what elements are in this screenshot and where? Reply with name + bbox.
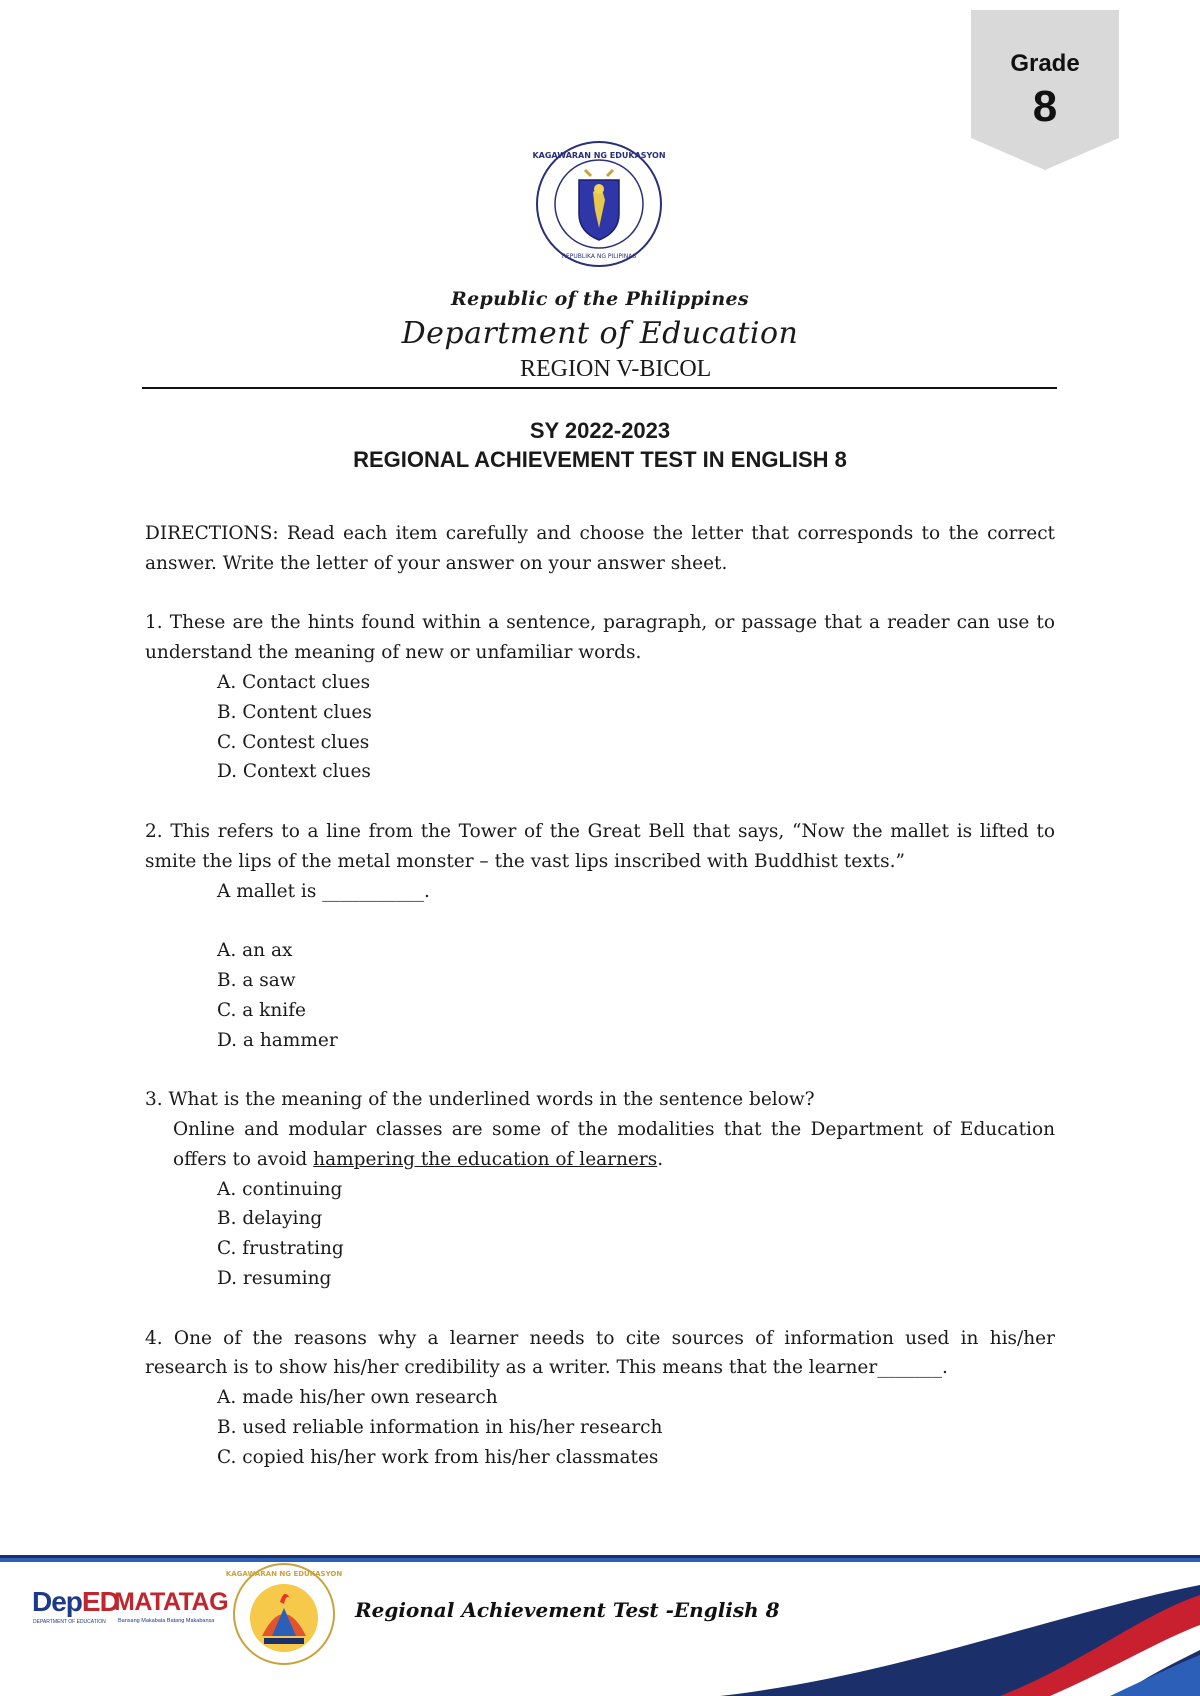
question-stem: What is the meaning of the underlined words in the sentence below? <box>168 1089 815 1111</box>
deped-seal-logo <box>532 140 666 268</box>
region-seal-text: KAGAWARAN NG EDUKASYON <box>225 1570 343 1578</box>
option-3d: D. resuming <box>217 1267 332 1289</box>
question-2 <box>145 817 1055 877</box>
seal-ring-bottom: REPUBLIKA NG PILIPINAS <box>561 253 637 260</box>
question-4 <box>145 1324 1055 1384</box>
underlined-words: hampering the education of learners <box>313 1148 658 1170</box>
question-sentence <box>145 1115 1055 1175</box>
directions <box>145 519 1055 579</box>
school-year: SY 2022-2023 <box>529 418 671 443</box>
option-1c: C. Contest clues <box>217 731 370 753</box>
option-2b: B. a saw <box>217 969 296 991</box>
republic-heading: Republic of the Philippines <box>451 288 749 310</box>
deped-logo-text: DepED <box>32 1586 119 1617</box>
option-1b: B. Content clues <box>217 701 372 723</box>
question-3 <box>145 1085 1055 1115</box>
deped-logo <box>32 1586 119 1618</box>
department-heading: Department of Education <box>401 316 799 351</box>
matatag-logo: MATATAG <box>114 1588 229 1616</box>
grade-label: Grade <box>1010 50 1080 77</box>
option-3a: A. continuing <box>217 1178 343 1200</box>
sentence-end: . <box>657 1148 664 1170</box>
region-heading: REGION V-BICOL <box>520 356 712 382</box>
option-2a: A. an ax <box>217 940 293 962</box>
deped-tagline: DEPARTMENT OF EDUCATION <box>33 1619 106 1625</box>
grade-badge <box>971 10 1119 170</box>
option-1d: D. Context clues <box>217 761 371 783</box>
test-content <box>145 519 1055 1473</box>
option-3c: C. frustrating <box>217 1238 344 1260</box>
question-stem: This refers to a line from the Tower of the Great Bell that says, “Now the mallet is lifted to smite the lips of the metal monster – the vast lips inscribed with Buddhist texts.” <box>145 820 1055 872</box>
option-4a: A. made his/her own research <box>217 1387 498 1409</box>
option-1a: A. Contact clues <box>217 671 371 693</box>
footer-banner <box>0 1555 1200 1696</box>
question-1 <box>145 608 1055 668</box>
option-3b: B. delaying <box>217 1208 323 1230</box>
question-number: 2. <box>145 820 163 842</box>
directions-label: DIRECTIONS: <box>145 523 279 544</box>
question-prompt: A mallet is ___________. <box>217 880 430 902</box>
region-seal-logo <box>225 1562 343 1666</box>
option-4b: B. used reliable information in his/her research <box>217 1416 663 1438</box>
question-stem: These are the hints found within a sentence, paragraph, or passage that a reader can use to understand the meaning of new or unfamiliar words. <box>145 612 1055 664</box>
option-2c: C. a knife <box>217 999 307 1021</box>
footer-title: Regional Achievement Test -English 8 <box>355 1598 780 1622</box>
option-2d: D. a hammer <box>217 1029 338 1051</box>
question-number: 3. <box>145 1089 163 1111</box>
test-title: REGIONAL ACHIEVEMENT TEST IN ENGLISH 8 <box>353 447 847 472</box>
question-stem: One of the reasons why a learner needs to cite sources of information used in his/her research is to show his/her credibility as a writer. This means that the learner_______. <box>145 1327 1055 1379</box>
option-4c: C. copied his/her work from his/her classmates <box>217 1446 659 1468</box>
seal-ring-top: KAGAWARAN NG EDUKASYON <box>532 151 666 160</box>
directions-text: Read each item carefully and choose the letter that corresponds to the correct answer. Write the letter of your answer on your answer sheet. <box>145 523 1055 574</box>
matatag-tagline: Bansang Makabata Batang Makabansa <box>118 1618 215 1624</box>
header-divider <box>142 387 1057 389</box>
question-number: 1. <box>145 612 163 634</box>
question-number: 4. <box>145 1327 163 1349</box>
grade-number: 8 <box>1032 82 1058 131</box>
sentence-text: Online and modular classes are some of the modalities that the Department of Education offers to avoid <box>173 1118 1055 1170</box>
